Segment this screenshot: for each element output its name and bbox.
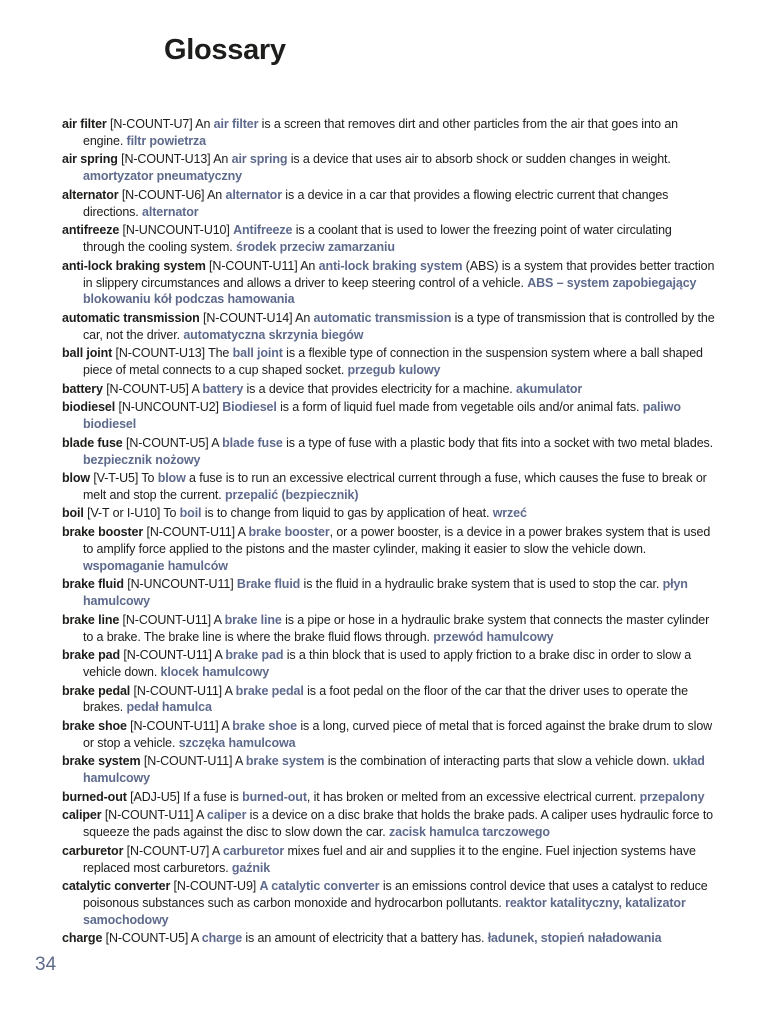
definition-text: is a long, curved piece of metal that is forced against the brake drum to slow or stop a vehicle. [83,718,713,750]
highlighted-term: brake shoe [232,718,298,733]
highlighted-term: A catalytic converter [259,879,380,894]
glossary-entry [62,576,716,610]
polish-translation: przegub kulowy [347,363,441,378]
glossary-term: battery [62,381,103,396]
glossary-term: carburetor [62,843,124,858]
definition-text: [N-COUNT-U7] A [123,843,223,858]
glossary-entry [62,683,716,717]
polish-translation: przepalony [639,789,705,804]
glossary-term: antifreeze [62,223,120,238]
polish-translation: alternator [142,204,199,219]
glossary-entry [62,116,716,150]
glossary-term: blow [62,471,90,486]
definition-text: [ADJ-U5] If a fuse is [126,789,243,804]
glossary-entry [62,470,716,504]
highlighted-term: Antifreeze [233,223,293,238]
definition-text: [N-COUNT-U11] A [130,683,236,698]
highlighted-term: blow [157,471,186,486]
definition-text: is a type of transmission that is controlled by the car, not the driver. [83,310,715,342]
glossary-entry [62,930,716,947]
polish-translation: reaktor katalityczny, katalizator samochodowy [83,895,686,927]
definition-text: is a device that uses air to absorb shock or sudden changes in weight. [287,152,671,167]
highlighted-term: anti-lock braking system [318,258,463,273]
definition-text: [N-COUNT-U11] A [143,524,249,539]
polish-translation: wspomaganie hamulców [83,558,228,573]
glossary-entry [62,222,716,256]
page-title: Glossary [164,34,286,66]
glossary-term: anti-lock braking system [62,258,206,273]
highlighted-term: boil [179,506,202,521]
polish-translation: amortyzator pneumatyczny [83,169,242,184]
polish-translation: filtr powietrza [126,133,206,148]
polish-translation: ABS – system zapobiegający blokowaniu kół podczas hamowania [83,275,697,307]
highlighted-term: battery [202,381,244,396]
highlighted-term: alternator [225,187,282,202]
glossary-term: brake shoe [62,718,127,733]
definition-text: mixes fuel and air and supplies it to the engine. Fuel injection systems have replaced most carburetors. [83,843,696,875]
definition-text: is a device in a car that provides a flowing electric current that changes directions. [83,187,669,219]
highlighted-term: ball joint [232,346,283,361]
polish-translation: akumulator [515,381,583,396]
glossary-term: boil [62,506,84,521]
polish-translation: automatyczna skrzynia biegów [183,327,364,342]
definition-text: is a screen that removes dirt and other particles from the air that goes into an engine. [83,117,678,148]
definition-text: [N-UNCOUNT-U11] [123,577,237,592]
glossary-entry [62,789,716,806]
definition-text: [N-COUNT-U5] A [122,435,223,450]
definition-text: is a thin block that is used to apply friction to a brake disc in order to slow a vehicle down. [83,648,692,679]
glossary-entry [62,505,716,522]
definition-text: is a device on a disc brake that holds the brake pads. A caliper uses hydraulic force to squeeze the pads against the disc to slow down the car. [83,808,714,840]
glossary-term: brake pad [62,648,120,663]
highlighted-term: caliper [206,808,247,823]
polish-translation: szczęka hamulcowa [178,735,296,750]
definition-text: [N-UNCOUNT-U10] [119,223,234,238]
glossary-entry [62,807,716,841]
highlighted-term: carburetor [222,843,285,858]
definition-text: [V-T or I-U10] To [83,506,180,521]
glossary-entry [62,310,716,344]
glossary-term: brake system [62,754,141,769]
definition-text: is an emissions control device that uses a catalyst to reduce poisonous substances such as carbon monoxide and hydrocarbon pollutants. [83,879,708,910]
definition-text: [N-COUNT-U7] An [106,117,214,131]
glossary-entry [62,843,716,877]
glossary-entry [62,345,716,379]
definition-text: , it has broken or melted from an excessive electrical current. [306,789,640,804]
polish-translation: przepalić (bezpiecznik) [224,487,359,502]
glossary-entry [62,524,716,575]
glossary-entry [62,718,716,752]
highlighted-term: air filter [213,117,259,131]
glossary-term: biodiesel [62,400,116,415]
glossary-entry [62,381,716,398]
polish-translation: płyn hamulcowy [83,577,688,609]
glossary-list [62,116,716,949]
definition-text: , or a power booster, is a device in a power brakes system that is used to amplify force applied to the pistons and the master cylinder, making it easier to slow the vehicle down. [83,524,711,556]
definition-text: is a foot pedal on the floor of the car that the driver uses to operate the brakes. [83,683,688,715]
definition-text: [N-COUNT-U11] A [101,808,207,823]
definition-text: is the combination of interacting parts that slow a vehicle down. [324,754,673,769]
glossary-term: brake line [62,612,120,627]
definition-text: is a device that provides electricity for a machine. [243,381,516,396]
polish-translation: układ hamulcowy [83,754,705,786]
polish-translation: paliwo biodiesel [83,400,681,432]
glossary-entry [62,435,716,469]
polish-translation: przewód hamulcowy [433,629,554,644]
highlighted-term: brake system [245,754,325,769]
glossary-term: brake fluid [62,577,124,592]
definition-text: is a type of fuse with a plastic body that fits into a socket with two metal blades. [282,435,714,450]
glossary-entry [62,647,716,681]
highlighted-term: brake pedal [235,683,304,698]
glossary-term: caliper [62,808,102,823]
highlighted-term: Brake fluid [236,577,301,592]
glossary-entry [62,399,716,433]
definition-text: a fuse is to run an excessive electrical current through a fuse, which causes the fuse to break or melt and stop the current. [83,471,707,502]
definition-text: is the fluid in a hydraulic brake system that is used to stop the car. [300,577,663,592]
glossary-entry [62,753,716,787]
glossary-term: catalytic converter [62,879,171,894]
polish-translation: ładunek, stopień naładowania [487,931,662,946]
polish-translation: gaźnik [231,860,271,875]
glossary-term: brake booster [62,524,144,539]
definition-text: is a coolant that is used to lower the freezing point of water circulating through the cooling system. [83,223,672,255]
definition-text: [N-COUNT-U11] A [126,718,233,733]
glossary-term: burned-out [62,789,127,804]
definition-text: is a pipe or hose in a hydraulic brake system that connects the master cylinder to a brake. The brake line is where the brake fluid flows through. [83,612,710,644]
glossary-entry [62,187,716,221]
glossary-term: brake pedal [62,683,131,698]
definition-text: [N-COUNT-U5] A [102,931,202,946]
definition-text: [V-T-U5] To [90,471,158,486]
highlighted-term: brake line [224,612,282,627]
definition-text: [N-COUNT-U13] An [117,152,232,167]
definition-text: [N-COUNT-U11] A [140,754,246,769]
polish-translation: wrzeć [492,506,527,521]
highlighted-term: air spring [231,152,288,167]
definition-text: [N-COUNT-U13] The [112,346,233,361]
glossary-entry [62,878,716,929]
highlighted-term: charge [201,931,243,946]
highlighted-term: brake pad [225,648,284,663]
glossary-term: air filter [62,117,107,131]
glossary-entry [62,151,716,185]
glossary-term: air spring [62,152,118,167]
page-number: 34 [35,954,57,975]
definition-text: is a form of liquid fuel made from vegetable oils and/or animal fats. [276,400,643,415]
glossary-term: ball joint [62,346,113,361]
definition-text: (ABS) is a system that provides better traction in slippery circumstances and allows a driver to keep steering control of a vehicle. [83,258,715,290]
definition-text: [N-UNCOUNT-U2] [115,400,223,415]
glossary-term: alternator [62,187,119,202]
highlighted-term: brake booster [248,524,330,539]
highlighted-term: blade fuse [222,435,283,450]
glossary-entry [62,258,716,309]
definition-text: [N-COUNT-U5] A [102,381,203,396]
glossary-term: charge [62,931,103,946]
definition-text: is an amount of electricity that a battery has. [242,931,488,946]
highlighted-term: Biodiesel [222,400,277,415]
definition-text: [N-COUNT-U11] An [205,258,319,273]
definition-text: is a flexible type of connection in the suspension system where a ball shaped piece of metal connects to a cup shaped socket. [83,346,703,378]
definition-text: [N-COUNT-U11] A [119,648,226,663]
definition-text: [N-COUNT-U11] A [119,612,225,627]
highlighted-term: burned-out [242,789,307,804]
definition-text: [N-COUNT-U6] An [118,187,226,202]
polish-translation: pedał hamulca [126,700,212,715]
polish-translation: bezpiecznik nożowy [83,452,201,467]
glossary-term: blade fuse [62,435,123,450]
polish-translation: klocek hamulcowy [160,665,270,679]
polish-translation: zacisk hamulca tarczowego [388,825,550,840]
definition-text: [N-COUNT-U9] [170,879,260,894]
glossary-entry [62,612,716,646]
polish-translation: środek przeciw zamarzaniu [235,240,395,255]
glossary-term: automatic transmission [62,310,200,325]
definition-text: is to change from liquid to gas by application of heat. [201,506,493,521]
highlighted-term: automatic transmission [313,310,452,325]
definition-text: [N-COUNT-U14] An [199,310,314,325]
